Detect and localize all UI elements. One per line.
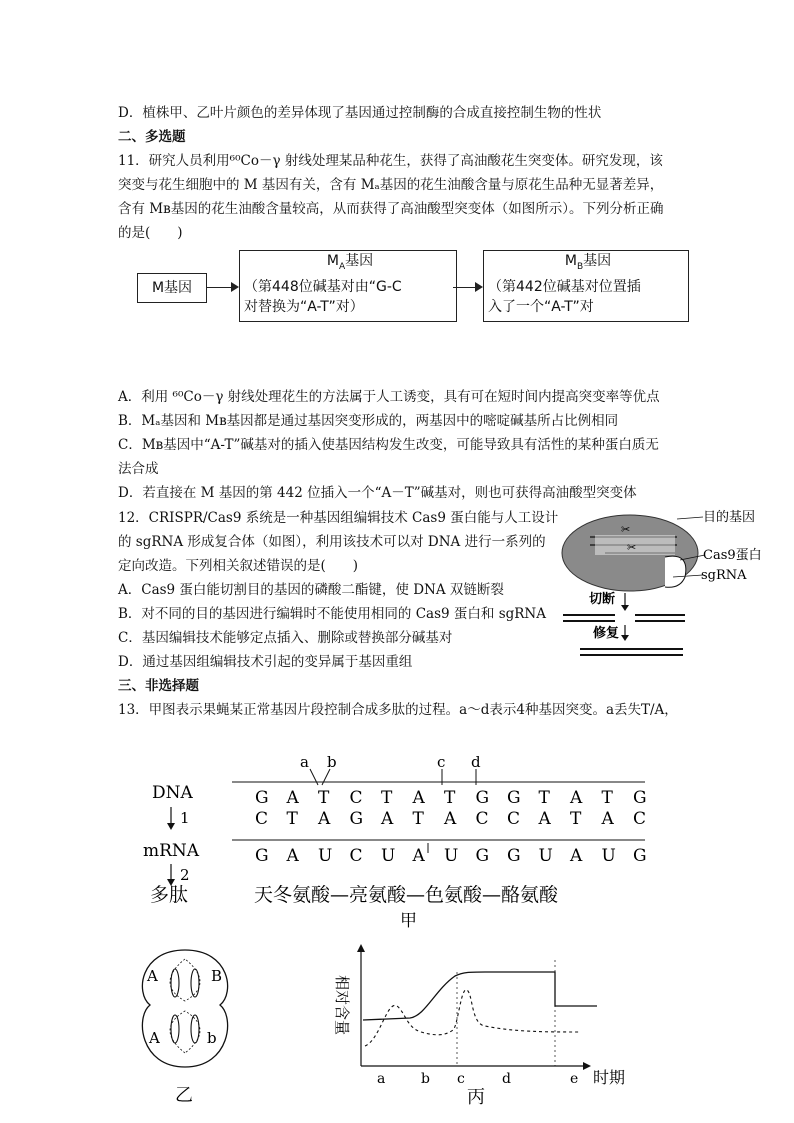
- strand2-base: G: [349, 809, 364, 829]
- ma-gene-title: $M_A$基因: [326, 253, 374, 272]
- label-peptide: 多肽: [150, 884, 189, 906]
- strand2-base: A: [444, 809, 457, 829]
- crispr-cas9-figure: [555, 505, 762, 670]
- q11-option-a: A．利用 ⁶⁰Co－γ 射线处理花生的方法属于人工诱变，具有可在短时间内提高突变率等优点: [118, 389, 660, 405]
- strand1-base: G: [633, 788, 647, 808]
- label-mrna: mRNA: [143, 841, 200, 861]
- q11-option-d: D．若直接在 M 基因的第 442 位插入一个“A－T”碱基对，则也可获得高油酸型突变体: [118, 485, 637, 501]
- strand1-base: G: [475, 788, 490, 808]
- figure-yi: [135, 945, 245, 1110]
- ma-gene-box: [239, 250, 457, 322]
- dashed-curve: [365, 990, 581, 1046]
- vertical-dotted-lines: [457, 960, 555, 1066]
- q11-option-c-cont: 法合成: [118, 461, 159, 477]
- ylabel-relative-content: [333, 975, 351, 1035]
- q11-option-b: B．Mₐ基因和 Mʙ基因都是通过基因突变形成的，两基因中的嘧啶碱基所占比例相同: [118, 413, 619, 429]
- mrnaseq-base: A: [286, 846, 299, 866]
- q11-stem-line-4: 的是( ): [118, 225, 183, 241]
- scissors-icon-2: ✂: [627, 541, 637, 554]
- strand2-base: T: [570, 809, 582, 829]
- mrnaseq-base: A: [412, 846, 425, 866]
- strand2-base: A: [538, 809, 551, 829]
- strand1-base: T: [318, 788, 330, 808]
- q11-stem-line-2: 突变与花生细胞中的 M 基因有关，含有 Mₐ基因的花生油酸含量与原花生品种无显著差异，: [118, 177, 664, 193]
- tick-e: e: [570, 1071, 579, 1087]
- label-step-1: 1: [180, 809, 190, 827]
- strand2-base: A: [381, 809, 394, 829]
- q12-option-b: B．对不同的目的基因进行编辑时不能使用相同的 Cas9 蛋白和 sgRNA: [118, 606, 546, 622]
- mrnaseq-base: G: [633, 846, 647, 866]
- sgrna-hook: [665, 556, 686, 587]
- tick-b: b: [421, 1071, 430, 1087]
- strand2-base: T: [286, 809, 298, 829]
- strand1-base: T: [444, 788, 456, 808]
- allele-b-bottom: b: [207, 1029, 217, 1047]
- marker-a: a: [300, 753, 309, 771]
- mrnaseq-base: U: [381, 846, 396, 866]
- q12-stem-line-2: 的 sgRNA 形成复合体（如图），利用该技术可以对 DNA 进行一系列的: [118, 534, 546, 550]
- strand1-base: C: [349, 788, 363, 808]
- marker-d: d: [471, 753, 481, 771]
- mb-gene-box: [483, 250, 689, 322]
- strand1-base: A: [412, 788, 425, 808]
- mrnaseq-base: G: [475, 846, 490, 866]
- mb-gene-line-1: （第442位碱基对位置插: [488, 278, 641, 295]
- q11-option-c: C．Mʙ基因中“A-T”碱基对的插入使基因结构发生改变，可能导致具有活性的某种蛋白质无: [118, 437, 659, 453]
- marker-c: c: [437, 753, 446, 771]
- caption-jia: 甲: [400, 911, 417, 931]
- ma-gene-line-2: 对替换为“A-T”对）: [244, 298, 364, 315]
- m-gene-label: M基因: [151, 280, 193, 296]
- q12-option-c: C．基因编辑技术能够定点插入、删除或替换部分碱基对: [118, 630, 453, 646]
- arrow-ma-to-mb: [453, 287, 481, 288]
- section-title-non-multiple-choice: 三、非选择题: [118, 678, 199, 694]
- tick-d: d: [502, 1071, 511, 1087]
- tick-c: c: [457, 1071, 465, 1087]
- label-cut: 切断: [589, 592, 616, 607]
- mb-gene-title: $M_B$基因: [564, 253, 612, 272]
- label-sgrna: sgRNA: [701, 568, 747, 583]
- mrnaseq-base: U: [444, 846, 459, 866]
- strand1-base: T: [601, 788, 613, 808]
- caption-bing: 丙: [467, 1087, 485, 1108]
- mrnaseq-base: G: [255, 846, 269, 866]
- xlabel-period: 时期: [593, 1068, 626, 1087]
- amino-acid-chain: 天冬氨酸—亮氨酸—色氨酸—酪氨酸: [254, 884, 559, 906]
- label-cas9-protein: Cas9蛋白: [703, 548, 762, 563]
- strand1-base: G: [507, 788, 521, 808]
- m-gene-box: [137, 273, 207, 303]
- strand1-base: T: [381, 788, 393, 808]
- strand2-base: A: [318, 809, 331, 829]
- caption-yi: 乙: [175, 1085, 193, 1106]
- mrnaseq-base: C: [349, 846, 363, 866]
- repaired-dna-strands: [580, 649, 683, 655]
- q12-option-a: A．Cas9 蛋白能切割目的基因的磷酸二酯键，使 DNA 双链断裂: [118, 582, 504, 598]
- q12-stem-line-1: 12．CRISPR/Cas9 系统是一种基因组编辑技术 Cas9 蛋白能与人工设计: [118, 510, 559, 526]
- q10-option-d: D．植株甲、乙叶片颜色的差异体现了基因通过控制酶的合成直接控制生物的性状: [118, 105, 602, 121]
- mrna-sequence: [255, 846, 647, 866]
- strand1-base: A: [286, 788, 299, 808]
- strand1-base: G: [255, 788, 269, 808]
- figure-bing: [325, 940, 645, 1110]
- arrow-m-to-ma: [207, 287, 237, 288]
- mrnaseq-base: U: [538, 846, 553, 866]
- tick-a: a: [377, 1071, 386, 1087]
- allele-B-top: B: [211, 967, 223, 985]
- dna-coding-strand: [255, 809, 646, 829]
- mrnaseq-base: G: [507, 846, 521, 866]
- q12-option-d: D．通过基因组编辑技术引起的变异属于基因重组: [118, 654, 413, 670]
- label-target-gene: 目的基因: [703, 510, 756, 525]
- strand2-base: C: [255, 809, 269, 829]
- strand2-base: C: [475, 809, 489, 829]
- label-repair: 修复: [593, 626, 620, 641]
- marker-b: b: [327, 753, 337, 771]
- strand2-base: C: [507, 809, 521, 829]
- ma-gene-line-1: （第448位碱基对由“G-C: [244, 278, 402, 295]
- cut-dna-strands: [563, 615, 685, 621]
- solid-curve: [363, 972, 597, 1020]
- strand2-base: T: [412, 809, 424, 829]
- q13-stem: 13．甲图表示果蝇某正常基因片段控制合成多肽的过程。a～d表示4种基因突变。a丢失T/A，: [118, 702, 678, 718]
- allele-A-bottom: A: [149, 1029, 160, 1047]
- label-step-2: 2: [180, 866, 190, 884]
- strand2-base: C: [633, 809, 647, 829]
- strand1-base: T: [538, 788, 550, 808]
- mrnaseq-base: U: [318, 846, 333, 866]
- q11-stem-line-1: 11．研究人员利用⁶⁰Co－γ 射线处理某品种花生，获得了高油酸花生突变体。研究发现，该: [118, 153, 663, 169]
- figure-jia: [140, 745, 660, 935]
- allele-A-top: A: [147, 967, 158, 985]
- dna-template-strand: [255, 788, 647, 808]
- mrnaseq-base: U: [601, 846, 616, 866]
- mb-gene-line-2: 入了一个“A-T”对: [488, 298, 594, 315]
- q12-stem-line-3: 定向改造。下列相关叙述错误的是( ): [118, 558, 359, 574]
- q11-stem-line-3: 含有 Mʙ基因的花生油酸含量较高，从而获得了高油酸型突变体（如图所示）。下列分析正确: [118, 201, 664, 217]
- svg-text:相对含量: 相对含量: [333, 975, 351, 1036]
- section-title-multiple-choice: 二、多选题: [118, 129, 186, 145]
- label-dna: DNA: [152, 783, 193, 803]
- strand2-base: A: [601, 809, 614, 829]
- mrnaseq-base: A: [570, 846, 583, 866]
- scissors-icon-1: ✂: [621, 523, 631, 536]
- strand1-base: A: [570, 788, 583, 808]
